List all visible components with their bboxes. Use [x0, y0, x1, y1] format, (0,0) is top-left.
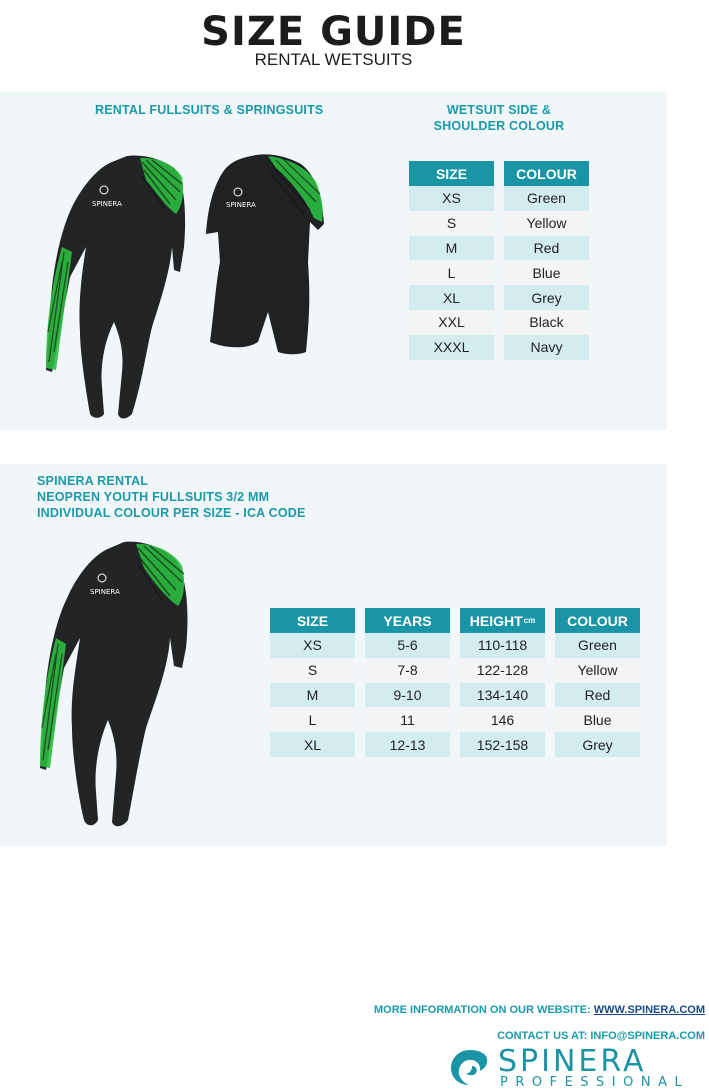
youth-years-header: YEARS — [365, 608, 450, 633]
height-unit: cm — [523, 616, 536, 625]
youth-colour-column — [555, 608, 640, 757]
table-cell: Grey — [555, 732, 640, 757]
logo-subtext: PROFESSIONAL — [500, 1075, 690, 1090]
table-cell: M — [270, 683, 355, 708]
youth-heading-line2: NEOPREN YOUTH FULLSUITS 3/2 MM — [37, 490, 270, 504]
youth-size-column — [270, 608, 355, 757]
table-cell: 146 — [460, 707, 545, 732]
youth-fullsuits-heading — [37, 473, 306, 521]
table-cell: 122-128 — [460, 658, 545, 683]
side-shoulder-colour-heading-line2: SHOULDER COLOUR — [433, 119, 565, 133]
table-cell: 5-6 — [365, 633, 450, 658]
table-cell: 9-10 — [365, 683, 450, 708]
spinera-swirl-icon — [448, 1046, 492, 1088]
side-shoulder-colour-heading-line1: WETSUIT SIDE & — [446, 103, 552, 117]
table-cell: 134-140 — [460, 683, 545, 708]
springsuit-brand-text: SPINERA — [226, 201, 256, 209]
table-cell: Grey — [504, 285, 589, 310]
table-cell: Red — [555, 683, 640, 708]
colour-header: COLOUR — [504, 161, 589, 186]
table-cell: Blue — [555, 707, 640, 732]
youth-heading-line3: INDIVIDUAL COLOUR PER SIZE - ICA CODE — [37, 506, 306, 520]
youth-colour-header: COLOUR — [555, 608, 640, 633]
table-cell: XL — [409, 285, 494, 310]
fullsuit-brand-text: SPINERA — [92, 200, 122, 208]
table-cell: 11 — [365, 707, 450, 732]
colour-column — [504, 161, 589, 360]
table-cell: Yellow — [555, 658, 640, 683]
website-link[interactable]: WWW.SPINERA.COM — [593, 1004, 705, 1016]
spinera-logo — [446, 1046, 706, 1088]
fullsuits-springsuits-panel — [0, 92, 667, 430]
table-cell: Green — [504, 186, 589, 211]
fullsuit-image — [42, 152, 192, 424]
table-cell: 7-8 — [365, 658, 450, 683]
table-cell: XXXL — [409, 335, 494, 360]
table-cell: XL — [270, 732, 355, 757]
page-title: SIZE GUIDE — [201, 9, 466, 55]
page-subtitle: RENTAL WETSUITS — [254, 50, 413, 69]
website-label: MORE INFORMATION ON OUR WEBSITE: — [373, 1004, 591, 1016]
contact-info: CONTACT US AT: INFO@SPINERA.COM — [497, 1030, 705, 1042]
table-cell: XS — [409, 186, 494, 211]
youth-heading-line1: SPINERA RENTAL — [37, 474, 149, 488]
youth-years-column — [365, 608, 450, 757]
size-header: SIZE — [409, 161, 494, 186]
fullsuits-springsuits-heading: RENTAL FULLSUITS & SPRINGSUITS — [95, 103, 324, 117]
table-cell: L — [270, 707, 355, 732]
youth-fullsuit-image — [36, 538, 196, 830]
youth-size-header: SIZE — [270, 608, 355, 633]
youth-fullsuits-panel — [0, 464, 667, 846]
table-cell: Yellow — [504, 211, 589, 236]
table-cell: 12-13 — [365, 732, 450, 757]
table-cell: M — [409, 236, 494, 261]
youth-height-header — [460, 608, 545, 633]
website-info — [374, 1004, 705, 1016]
table-cell: Red — [504, 236, 589, 261]
table-cell: S — [270, 658, 355, 683]
table-cell: Black — [504, 310, 589, 335]
table-cell: 110-118 — [460, 633, 545, 658]
side-shoulder-colour-heading — [418, 102, 580, 134]
height-header-label: HEIGHT — [469, 612, 523, 629]
table-cell: S — [409, 211, 494, 236]
table-cell: 152-158 — [460, 732, 545, 757]
springsuit-image — [206, 152, 326, 357]
table-cell: XXL — [409, 310, 494, 335]
table-cell: Navy — [504, 335, 589, 360]
table-cell: L — [409, 260, 494, 285]
table-cell: XS — [270, 633, 355, 658]
table-cell: Blue — [504, 260, 589, 285]
size-column — [409, 161, 494, 360]
logo-word: SPINERA — [498, 1044, 647, 1079]
youth-height-column — [460, 608, 545, 757]
table-cell: Green — [555, 633, 640, 658]
youth-fullsuit-brand-text: SPINERA — [90, 588, 120, 596]
